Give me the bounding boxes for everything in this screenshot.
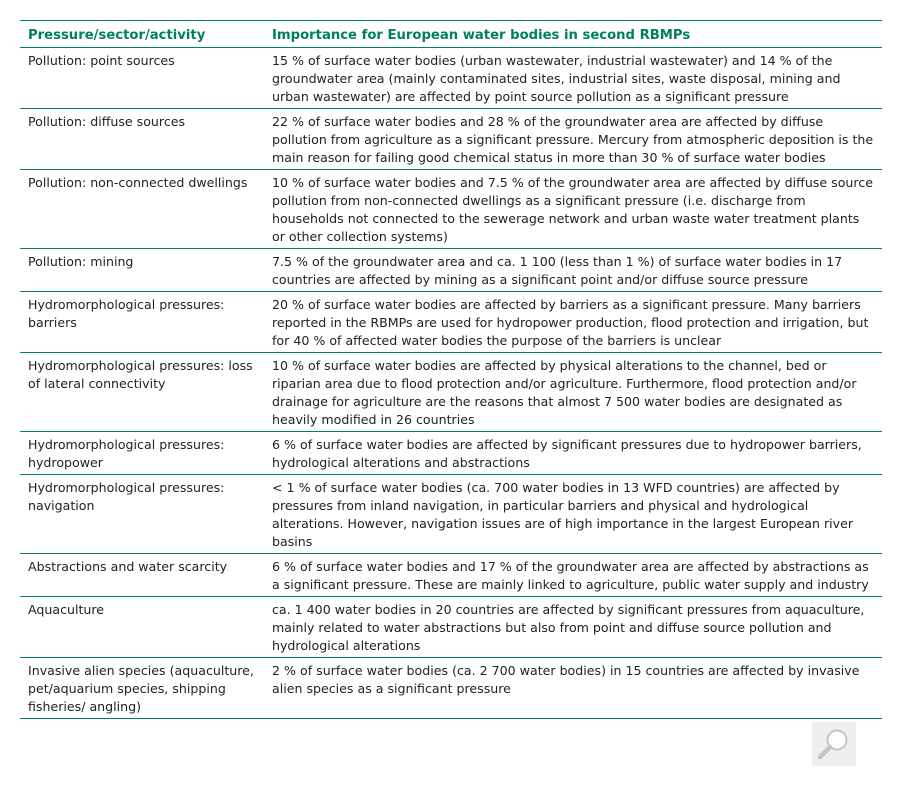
- importance-cell: 2 % of surface water bodies (ca. 2 700 water bodies) in 15 countries are affected by invasive alien species as a significant pressure: [268, 658, 882, 719]
- pressure-cell: Pollution: non-connected dwellings: [20, 170, 268, 249]
- zoom-button[interactable]: [812, 722, 856, 766]
- table-row: [20, 432, 882, 475]
- importance-cell: 7.5 % of the groundwater area and ca. 1 100 (less than 1 %) of surface water bodies in 17 countries are affected by mining as a significant point and/or diffuse source pressure: [268, 249, 882, 292]
- importance-cell: 20 % of surface water bodies are affected by barriers as a significant pressure. Many barriers reported in the RBMPs are used for hydropower production, flood protection and irrigation, but for 40 % of affected water bodies the purpose of the barriers is unclear: [268, 292, 882, 353]
- pressure-cell: Hydromorphological pressures: hydropower: [20, 432, 268, 475]
- pressures-table-container: [20, 20, 882, 719]
- importance-cell: ca. 1 400 water bodies in 20 countries are affected by significant pressures from aquaculture, mainly related to water abstractions but also from point and diffuse source pollution and hydrological alterations: [268, 597, 882, 658]
- magnifier-icon: [812, 722, 856, 766]
- table-row: [20, 554, 882, 597]
- pressures-table: [20, 20, 882, 719]
- importance-cell: 10 % of surface water bodies are affected by physical alterations to the channel, bed or riparian area due to flood protection and/or agriculture. Furthermore, flood protection and/or drainage for agriculture are the reasons that almost 7 500 water bodies are designated as heavily modified in 26 countries: [268, 353, 882, 432]
- table-row: [20, 292, 882, 353]
- pressure-cell: Abstractions and water scarcity: [20, 554, 268, 597]
- importance-cell: 6 % of surface water bodies and 17 % of the groundwater area are affected by abstractions as a significant pressure. These are mainly linked to agriculture, public water supply and industry: [268, 554, 882, 597]
- importance-cell: 15 % of surface water bodies (urban wastewater, industrial wastewater) and 14 % of the groundwater area (mainly contaminated sites, industrial sites, waste disposal, mining and urban wastewater) are affected by point source pollution as a significant pressure: [268, 48, 882, 109]
- pressure-cell: Aquaculture: [20, 597, 268, 658]
- table-row: [20, 597, 882, 658]
- pressure-cell: Invasive alien species (aquaculture, pet/aquarium species, shipping fisheries/ angling): [20, 658, 268, 719]
- table-row: [20, 249, 882, 292]
- importance-cell: 10 % of surface water bodies and 7.5 % of the groundwater area are affected by diffuse source pollution from non-connected dwellings as a significant pressure (i.e. discharge from households not connected to the sewerage network and urban waste water treatment plants or other collection systems): [268, 170, 882, 249]
- pressure-cell: Hydromorphological pressures: barriers: [20, 292, 268, 353]
- pressure-cell: Pollution: diffuse sources: [20, 109, 268, 170]
- table-row: [20, 170, 882, 249]
- table-header-row: [20, 21, 882, 48]
- table-row: [20, 353, 882, 432]
- importance-cell: < 1 % of surface water bodies (ca. 700 water bodies in 13 WFD countries) are affected by pressures from inland navigation, in particular barriers and physical and hydrological alterations. However, navigation issues are of high importance in the largest European river basins: [268, 475, 882, 554]
- table-row: [20, 658, 882, 719]
- pressure-cell: Pollution: mining: [20, 249, 268, 292]
- importance-cell: 6 % of surface water bodies are affected by significant pressures due to hydropower barriers, hydrological alterations and abstractions: [268, 432, 882, 475]
- header-pressure: Pressure/sector/activity: [20, 21, 268, 48]
- table-row: [20, 48, 882, 109]
- pressure-cell: Hydromorphological pressures: loss of lateral connectivity: [20, 353, 268, 432]
- pressure-cell: Pollution: point sources: [20, 48, 268, 109]
- importance-cell: 22 % of surface water bodies and 28 % of the groundwater area are affected by diffuse pollution from agriculture as a significant pressure. Mercury from atmospheric deposition is the main reason for failing good chemical status in more than 30 % of surface water bodies: [268, 109, 882, 170]
- header-importance: Importance for European water bodies in second RBMPs: [268, 21, 882, 48]
- table-row: [20, 109, 882, 170]
- table-row: [20, 475, 882, 554]
- pressure-cell: Hydromorphological pressures: navigation: [20, 475, 268, 554]
